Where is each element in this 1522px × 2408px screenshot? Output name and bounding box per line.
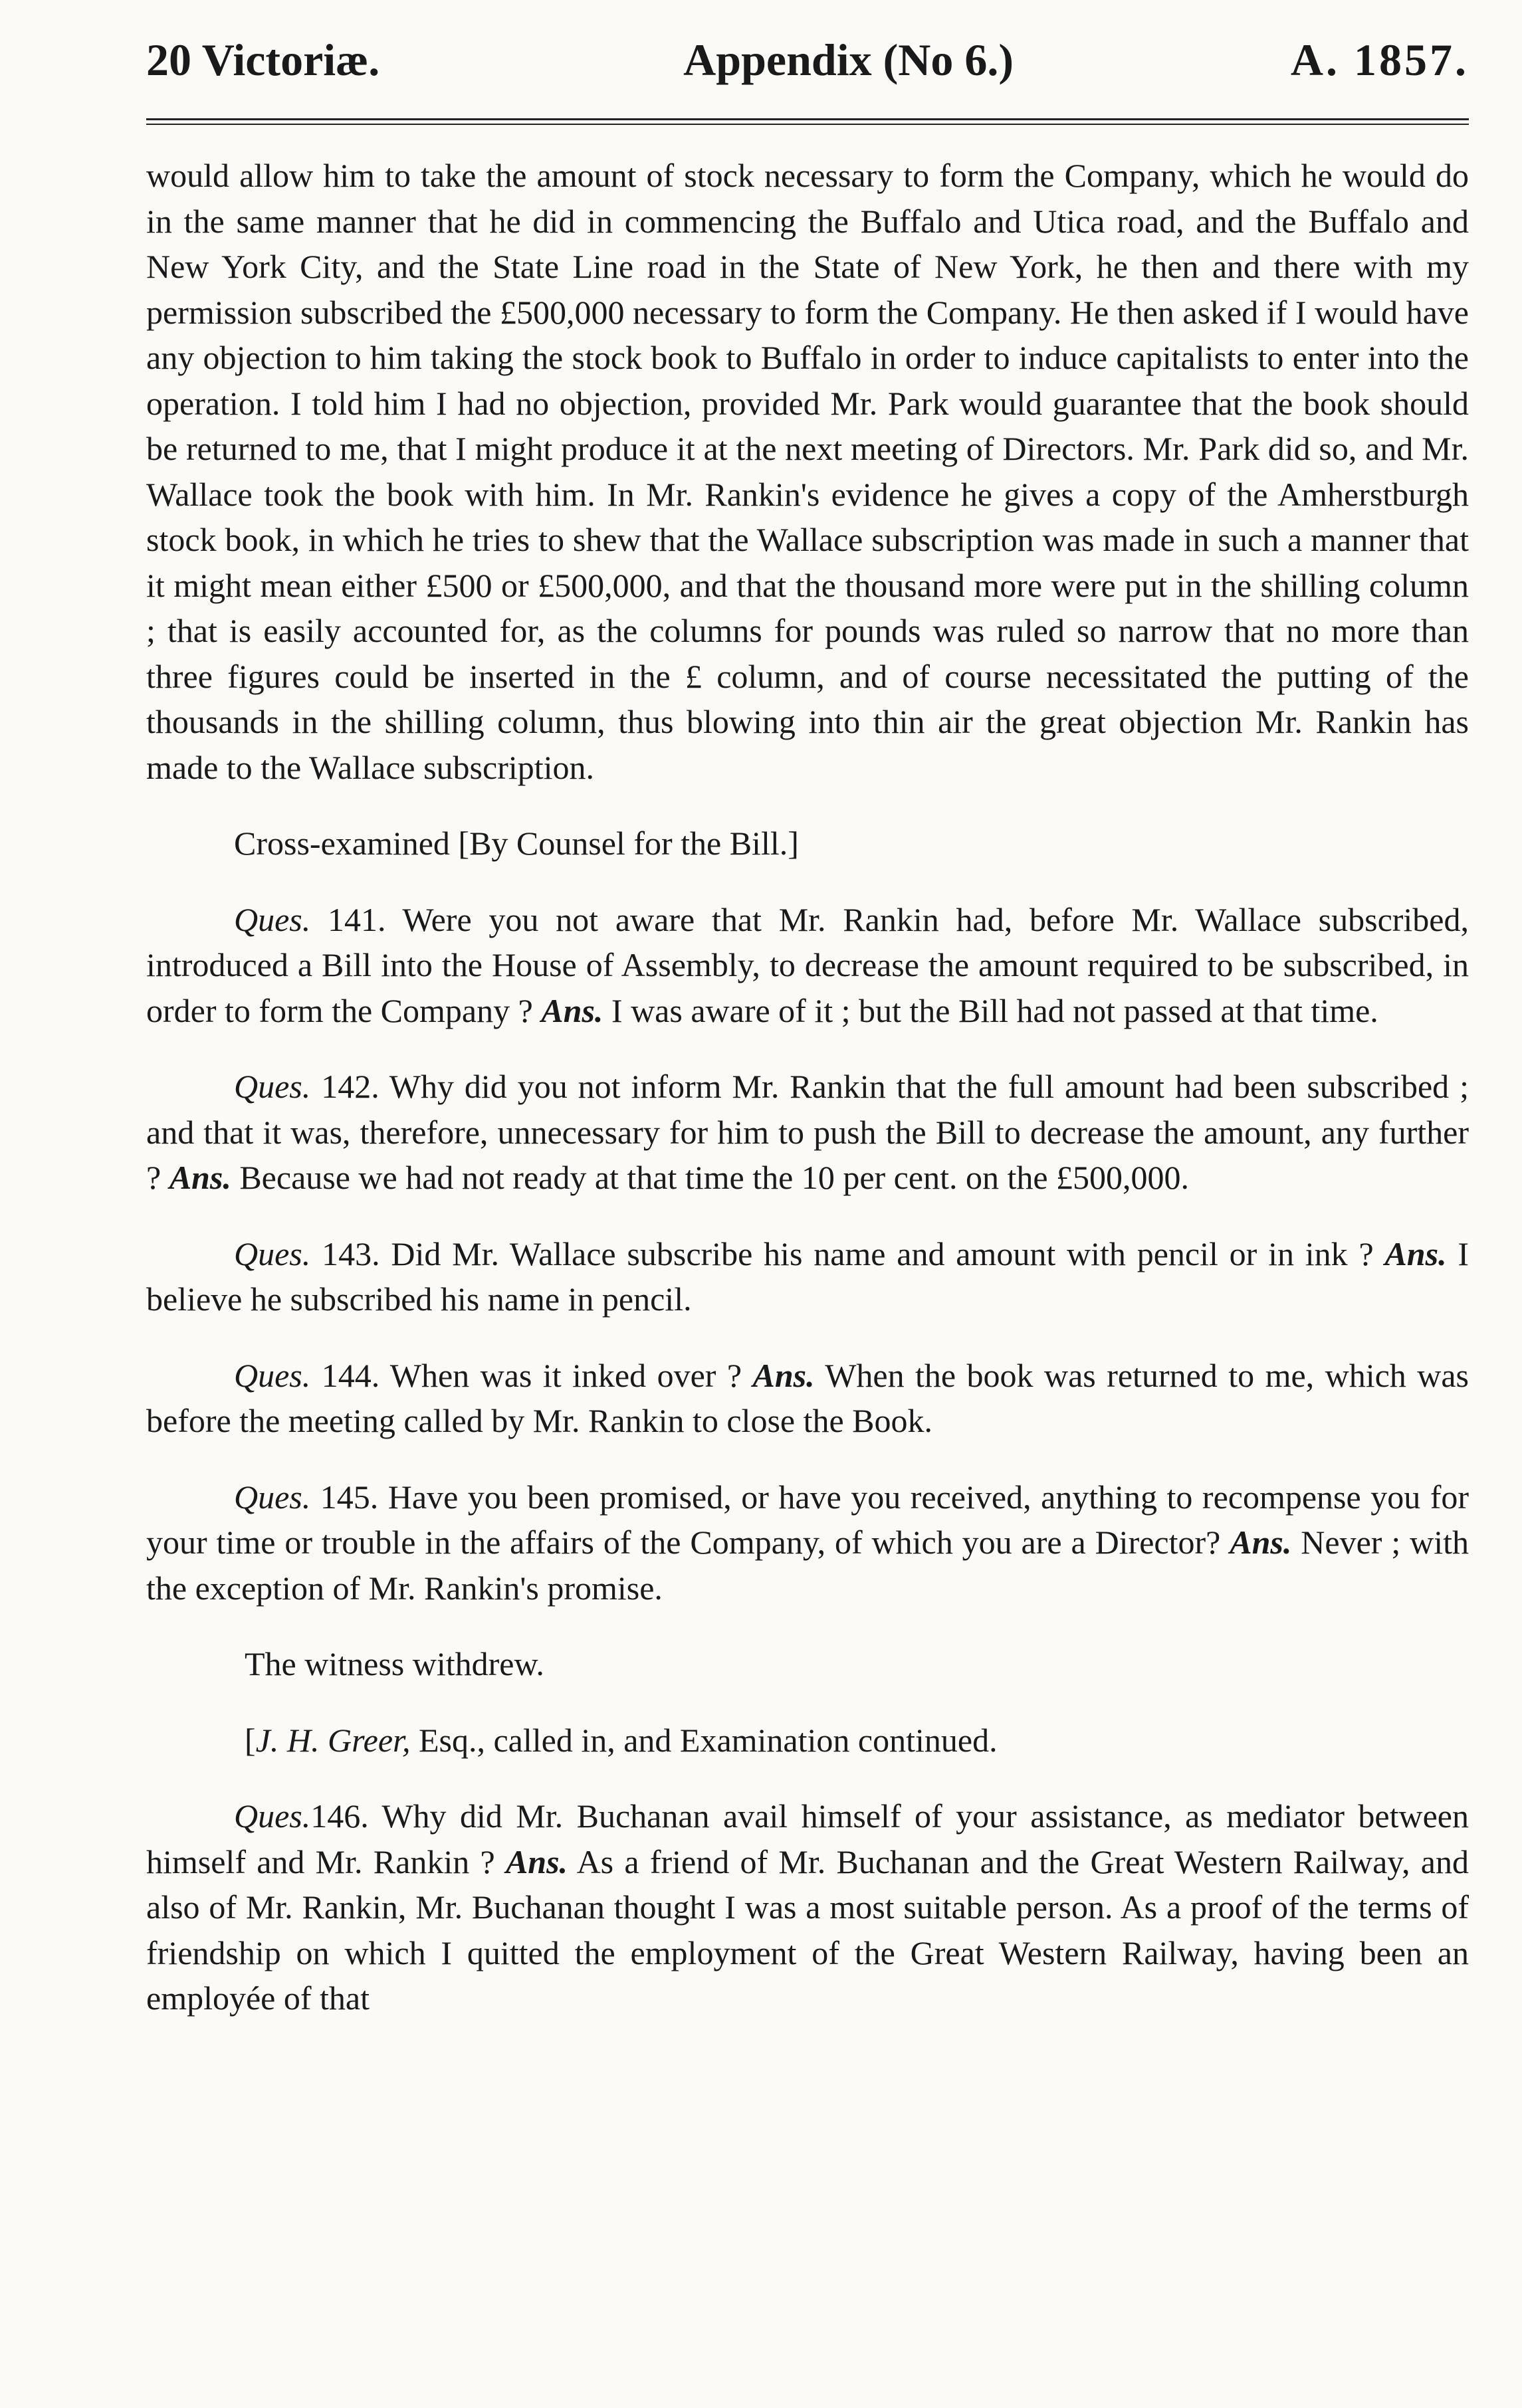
question-144 — [146, 1353, 1469, 1444]
answer-text: Never ; with the exception of Mr. Rankin's promise. — [146, 1524, 1469, 1607]
answer-label: Ans. — [1384, 1235, 1447, 1272]
answer-text: When the book was returned to me, which was before the meeting called by Mr. Rankin to close the Book. — [146, 1356, 1469, 1439]
question-143 — [146, 1231, 1469, 1322]
question-label: Ques. — [234, 1478, 311, 1516]
answer-label: Ans. — [541, 991, 603, 1029]
witness-called-in — [146, 1718, 1469, 1763]
header-session: 20 Victoriæ. — [146, 35, 380, 85]
answer-label: Ans. — [752, 1356, 815, 1394]
question-text: Why did Mr. Buchanan avail himself of your assistance, as mediator between himself and Mr. Rankin ? — [146, 1797, 1469, 1880]
question-text: Why did you not inform Mr. Rankin that the full amount had been subscribed ; and that it was, therefore, unnecessary for him to push the Bill to decrease the amount, any further ? — [146, 1068, 1469, 1196]
answer-label: Ans. — [1230, 1524, 1292, 1561]
answer-text: As a friend of Mr. Buchanan and the Great Western Railway, and also of Mr. Rankin, Mr. Buchanan thought I was a most suitable person. As a proof of the terms of friendship on which I quitted the employment of the Great Western Railway, having been an employée of that — [146, 1843, 1469, 2017]
header-appendix: Appendix (No 6.) — [683, 35, 1014, 85]
document-body — [146, 153, 1469, 2021]
witness-name: J. H. Greer, — [255, 1721, 411, 1759]
question-label: Ques. — [234, 1797, 311, 1835]
answer-text: I believe he subscribed his name in pencil. — [146, 1235, 1469, 1318]
question-number: 143. — [322, 1235, 380, 1272]
called-in-bracket: [ — [245, 1721, 256, 1759]
question-label: Ques. — [234, 1068, 311, 1105]
answer-label: Ans. — [169, 1159, 231, 1196]
answer-text: I was aware of it ; but the Bill had not passed at that time. — [611, 991, 1378, 1029]
question-145 — [146, 1474, 1469, 1611]
question-number: 142. — [321, 1068, 380, 1105]
question-text: When was it inked over ? — [389, 1356, 742, 1394]
document-page — [146, 27, 1469, 2021]
opening-paragraph: would allow him to take the amount of stock necessary to form the Company, which he would do in the same manner that he did in commencing the Buffalo and Utica road, and the Buffalo and New York City, and the State Line road in the State of New York, he then and there with my permission subscribed the £500,000 necessary to form the Company. He then asked if I would have any objection to him taking the stock book to Buffalo in order to induce capitalists to enter into the operation. I told him I had no objection, provided Mr. Park would guarantee that the book should be returned to me, that I might produce it at the next meeting of Directors. Mr. Park did so, and Mr. Wallace took the book with him. In Mr. Rankin's evidence he gives a copy of the Amherstburgh stock book, in which he tries to shew that the Wallace subscription was made in such a manner that it might mean either £500 or £500,000, and that the thousand more were put in the shilling column ; that is easily accounted for, as the columns for pounds was ruled so narrow that no more than three figures could be inserted in the £ column, and of course necessitated the putting of the thousands in the shilling column, thus blowing into thin air the great objection Mr. Rankin has made to the Wallace subscription. — [146, 157, 1469, 786]
question-number: 145. — [320, 1478, 379, 1516]
question-text: Were you not aware that Mr. Rankin had, before Mr. Wallace subscribed, introduced a Bill into the House of Assembly, to decrease the amount required to be subscribed, in order to form the Company ? — [146, 900, 1469, 1029]
header-year: A. 1857. — [1290, 35, 1469, 85]
question-label: Ques. — [234, 1356, 311, 1394]
question-label: Ques. — [234, 1235, 311, 1272]
page-header — [146, 27, 1469, 93]
question-text: Did Mr. Wallace subscribe his name and amount with pencil or in ink ? — [391, 1235, 1374, 1272]
header-rule — [146, 118, 1469, 125]
answer-label: Ans. — [505, 1843, 568, 1880]
question-146 — [146, 1793, 1469, 2021]
question-141 — [146, 897, 1469, 1034]
question-number: 144. — [321, 1356, 380, 1394]
question-number: 141. — [328, 900, 386, 938]
called-in-text: Esq., called in, and Examination continued. — [418, 1721, 998, 1759]
question-text: Have you been promised, or have you received, anything to recompense you for your time or trouble in the affairs of the Company, of which you are a Director? — [146, 1478, 1469, 1561]
question-142 — [146, 1064, 1469, 1201]
witness-withdrew: The witness withdrew. — [245, 1645, 544, 1682]
cross-examined-heading: Cross-examined [By Counsel for the Bill.] — [234, 825, 799, 862]
question-label: Ques. — [234, 900, 311, 938]
question-number: 146. — [310, 1797, 369, 1835]
answer-text: Because we had not ready at that time the 10 per cent. on the £500,000. — [239, 1159, 1190, 1196]
